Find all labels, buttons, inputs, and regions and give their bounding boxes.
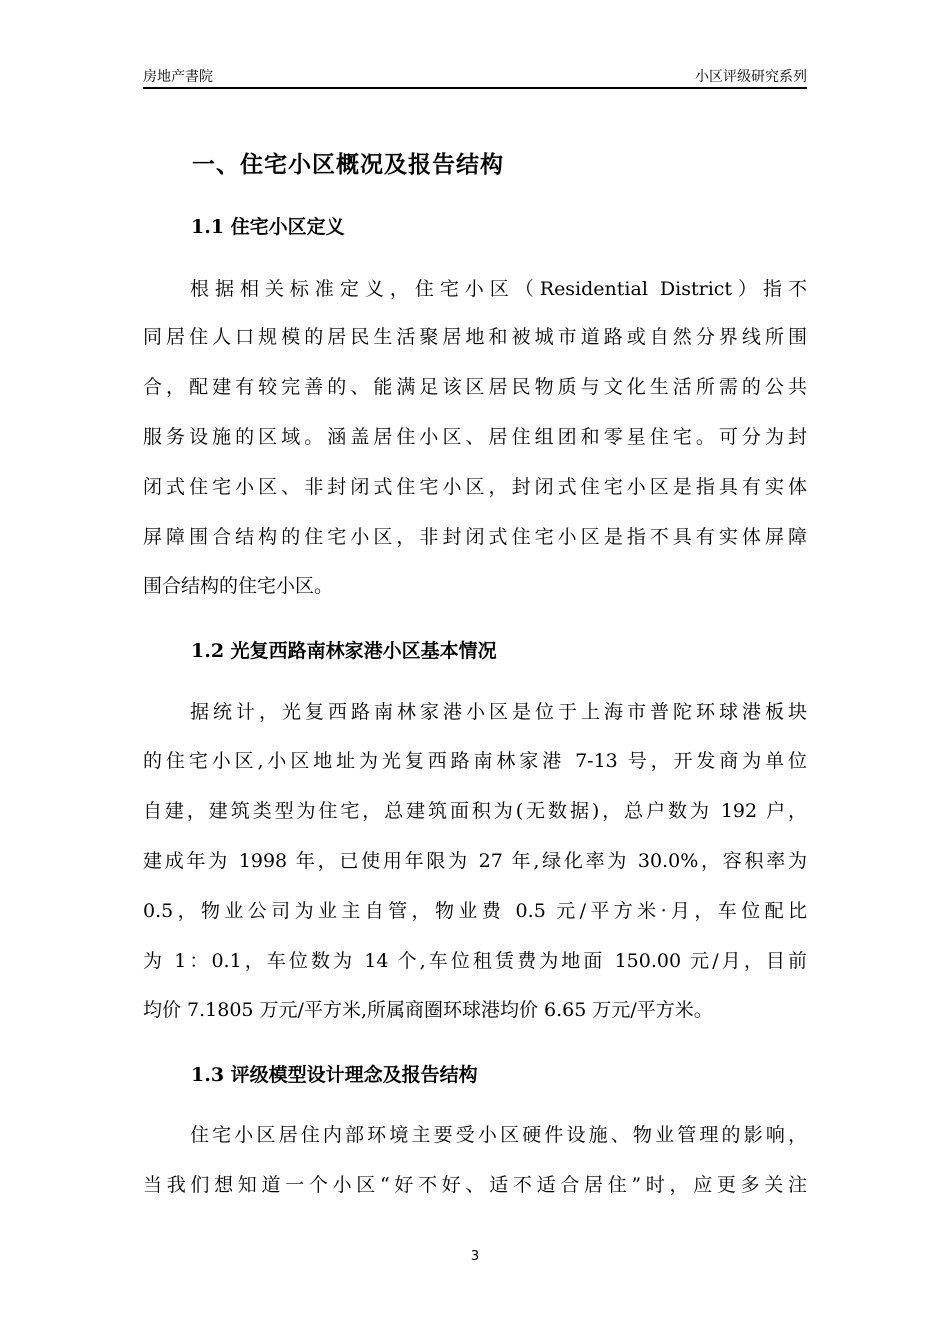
paragraph-line: 屏障围合结构的住宅小区，非封闭式住宅小区是指不具有实体屏障 bbox=[143, 526, 807, 548]
section-heading-1-3: 1.3 评级模型设计理念及报告结构 bbox=[191, 1064, 478, 1086]
chapter-title: 一、住宅小区概况及报告结构 bbox=[192, 151, 504, 178]
paragraph-line: 建成年为 1998 年，已使用年限为 27 年,绿化率为 30.0%，容积率为 bbox=[143, 850, 807, 872]
section-heading-1-2: 1.2 光复西路南林家港小区基本情况 bbox=[191, 640, 497, 662]
paragraph-line: 据统计，光复西路南林家港小区是位于上海市普陀环球港板块 bbox=[190, 701, 807, 723]
paragraph-line: 自建，建筑类型为住宅，总建筑面积为(无数据)，总户数为 192 户， bbox=[143, 800, 807, 822]
paragraph-line: 的住宅小区,小区地址为光复西路南林家港 7-13 号，开发商为单位 bbox=[143, 750, 807, 772]
section-heading-1-1: 1.1 住宅小区定义 bbox=[191, 216, 345, 238]
page-header bbox=[143, 64, 807, 88]
page-number: 3 bbox=[470, 1249, 480, 1264]
paragraph-line: 根据相关标准定义，住宅小区（Residential District）指不 bbox=[190, 278, 807, 300]
paragraph-line: 同居住人口规模的居民生活聚居地和被城市道路或自然分界线所围 bbox=[143, 326, 807, 348]
paragraph-line: 围合结构的住宅小区。 bbox=[143, 575, 334, 597]
paragraph-line: 0.5，物业公司为业主自管，物业费 0.5 元/平方米·月，车位配比 bbox=[143, 900, 807, 922]
paragraph-line: 当我们想知道一个小区“好不好、适不适合居住”时，应更多关注 bbox=[143, 1174, 807, 1196]
paragraph-line: 合，配建有较完善的、能满足该区居民物质与文化生活所需的公共 bbox=[143, 376, 807, 398]
paragraph-line: 服务设施的区域。涵盖居住小区、居住组团和零星住宅。可分为封 bbox=[143, 426, 807, 448]
paragraph-line: 均价 7.1805 万元/平方米,所属商圈环球港均价 6.65 万元/平方米。 bbox=[143, 999, 713, 1021]
paragraph-line: 闭式住宅小区、非封闭式住宅小区，封闭式住宅小区是指具有实体 bbox=[143, 476, 807, 498]
header-divider bbox=[143, 87, 807, 89]
paragraph-line: 住宅小区居住内部环境主要受小区硬件设施、物业管理的影响， bbox=[190, 1124, 807, 1146]
header-series-title: 小区评级研究系列 bbox=[695, 69, 807, 85]
paragraph-line: 为 1：0.1，车位数为 14 个,车位租赁费为地面 150.00 元/月，目前 bbox=[143, 950, 807, 972]
header-publisher: 房地产書院 bbox=[143, 69, 213, 85]
